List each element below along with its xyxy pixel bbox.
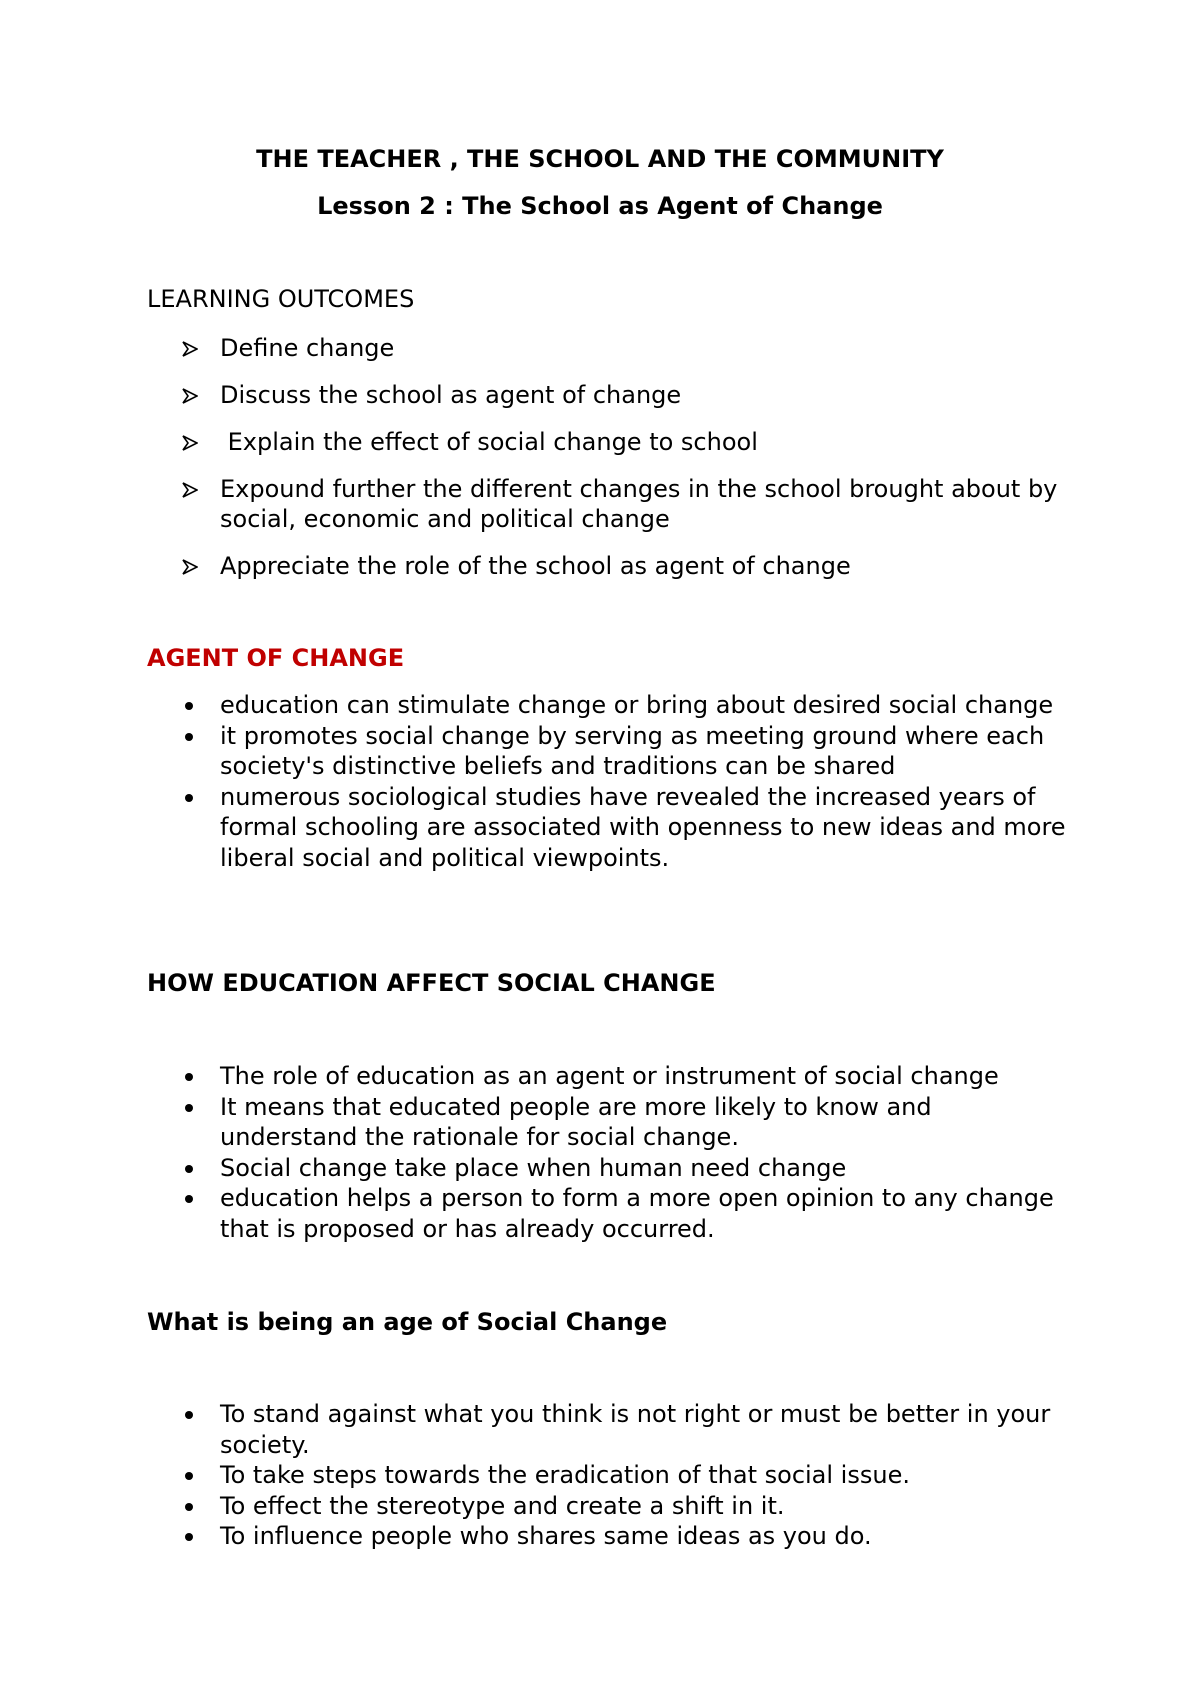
list-item <box>0 1491 1070 1522</box>
round-bullet-icon <box>185 1195 193 1203</box>
round-bullet-icon <box>185 1104 193 1112</box>
bullet-text: it promotes social change by serving as meeting ground where each society's distinctive beliefs and traditions can be shared <box>220 721 1045 780</box>
list-item <box>0 427 1060 457</box>
arrowhead-bullet-icon <box>182 482 198 498</box>
list-item <box>0 1061 1070 1092</box>
agent-of-change-heading: AGENT OF CHANGE <box>147 644 405 672</box>
list-item <box>0 1399 1070 1460</box>
list-item <box>0 1183 1070 1244</box>
bullet-text: numerous sociological studies have revealed the increased years of formal schooling are associated with openness to new ideas and more liberal social and political viewpoints. <box>220 782 1066 872</box>
list-item <box>0 721 1070 782</box>
round-bullet-icon <box>185 1165 193 1173</box>
lesson-subtitle: Lesson 2 : The School as Agent of Change <box>317 192 883 220</box>
list-item <box>0 551 1060 581</box>
round-bullet-icon <box>185 1411 193 1419</box>
outcome-text: Expound further the different changes in the school brought about by social, economic and political change <box>220 475 1058 533</box>
arrowhead-bullet-icon <box>182 559 198 575</box>
arrowhead-bullet-icon <box>182 341 198 357</box>
list-item <box>0 690 1070 721</box>
bullet-text: To stand against what you think is not right or must be better in your society. <box>220 1400 1051 1459</box>
round-bullet-icon <box>185 1533 193 1541</box>
age-of-change-list <box>0 1399 1200 1552</box>
arrowhead-bullet-icon <box>182 388 198 404</box>
learning-outcomes-list <box>0 333 1200 598</box>
bullet-text: The role of education as an agent or instrument of social change <box>220 1062 999 1090</box>
how-education-heading: HOW EDUCATION AFFECT SOCIAL CHANGE <box>147 969 716 997</box>
round-bullet-icon <box>185 1073 193 1081</box>
list-item <box>0 1460 1070 1491</box>
list-item <box>0 1092 1070 1153</box>
bullet-text: education helps a person to form a more open opinion to any change that is proposed or has already occurred. <box>220 1184 1054 1243</box>
outcome-text: Discuss the school as agent of change <box>220 381 682 409</box>
list-item <box>0 333 1060 363</box>
list-item <box>0 380 1060 410</box>
outcome-text: Appreciate the role of the school as agent of change <box>220 552 851 580</box>
bullet-text: It means that educated people are more likely to know and understand the rationale for social change. <box>220 1092 932 1151</box>
list-item <box>0 1153 1070 1184</box>
round-bullet-icon <box>185 702 193 710</box>
bullet-text: To effect the stereotype and create a shift in it. <box>220 1491 785 1520</box>
arrowhead-bullet-icon <box>182 435 198 451</box>
round-bullet-icon <box>185 1503 193 1511</box>
outcome-text: Define change <box>220 334 395 362</box>
bullet-text: Social change take place when human need change <box>220 1153 847 1182</box>
round-bullet-icon <box>185 733 193 741</box>
list-item <box>0 782 1070 874</box>
learning-outcomes-heading: LEARNING OUTCOMES <box>147 285 415 313</box>
age-of-change-heading: What is being an age of Social Change <box>147 1308 668 1336</box>
list-item <box>0 474 1060 534</box>
bullet-text: To influence people who shares same ideas as you do. <box>220 1522 872 1550</box>
agent-of-change-list <box>0 690 1200 873</box>
outcome-text: Explain the effect of social change to school <box>220 428 758 456</box>
round-bullet-icon <box>185 794 193 802</box>
how-education-list <box>0 1061 1200 1244</box>
list-item <box>0 1521 1070 1552</box>
bullet-text: To take steps towards the eradication of that social issue. <box>220 1461 910 1489</box>
bullet-text: education can stimulate change or bring about desired social change <box>220 691 1054 719</box>
round-bullet-icon <box>185 1472 193 1480</box>
document-title: THE TEACHER , THE SCHOOL AND THE COMMUNITY <box>256 145 944 173</box>
